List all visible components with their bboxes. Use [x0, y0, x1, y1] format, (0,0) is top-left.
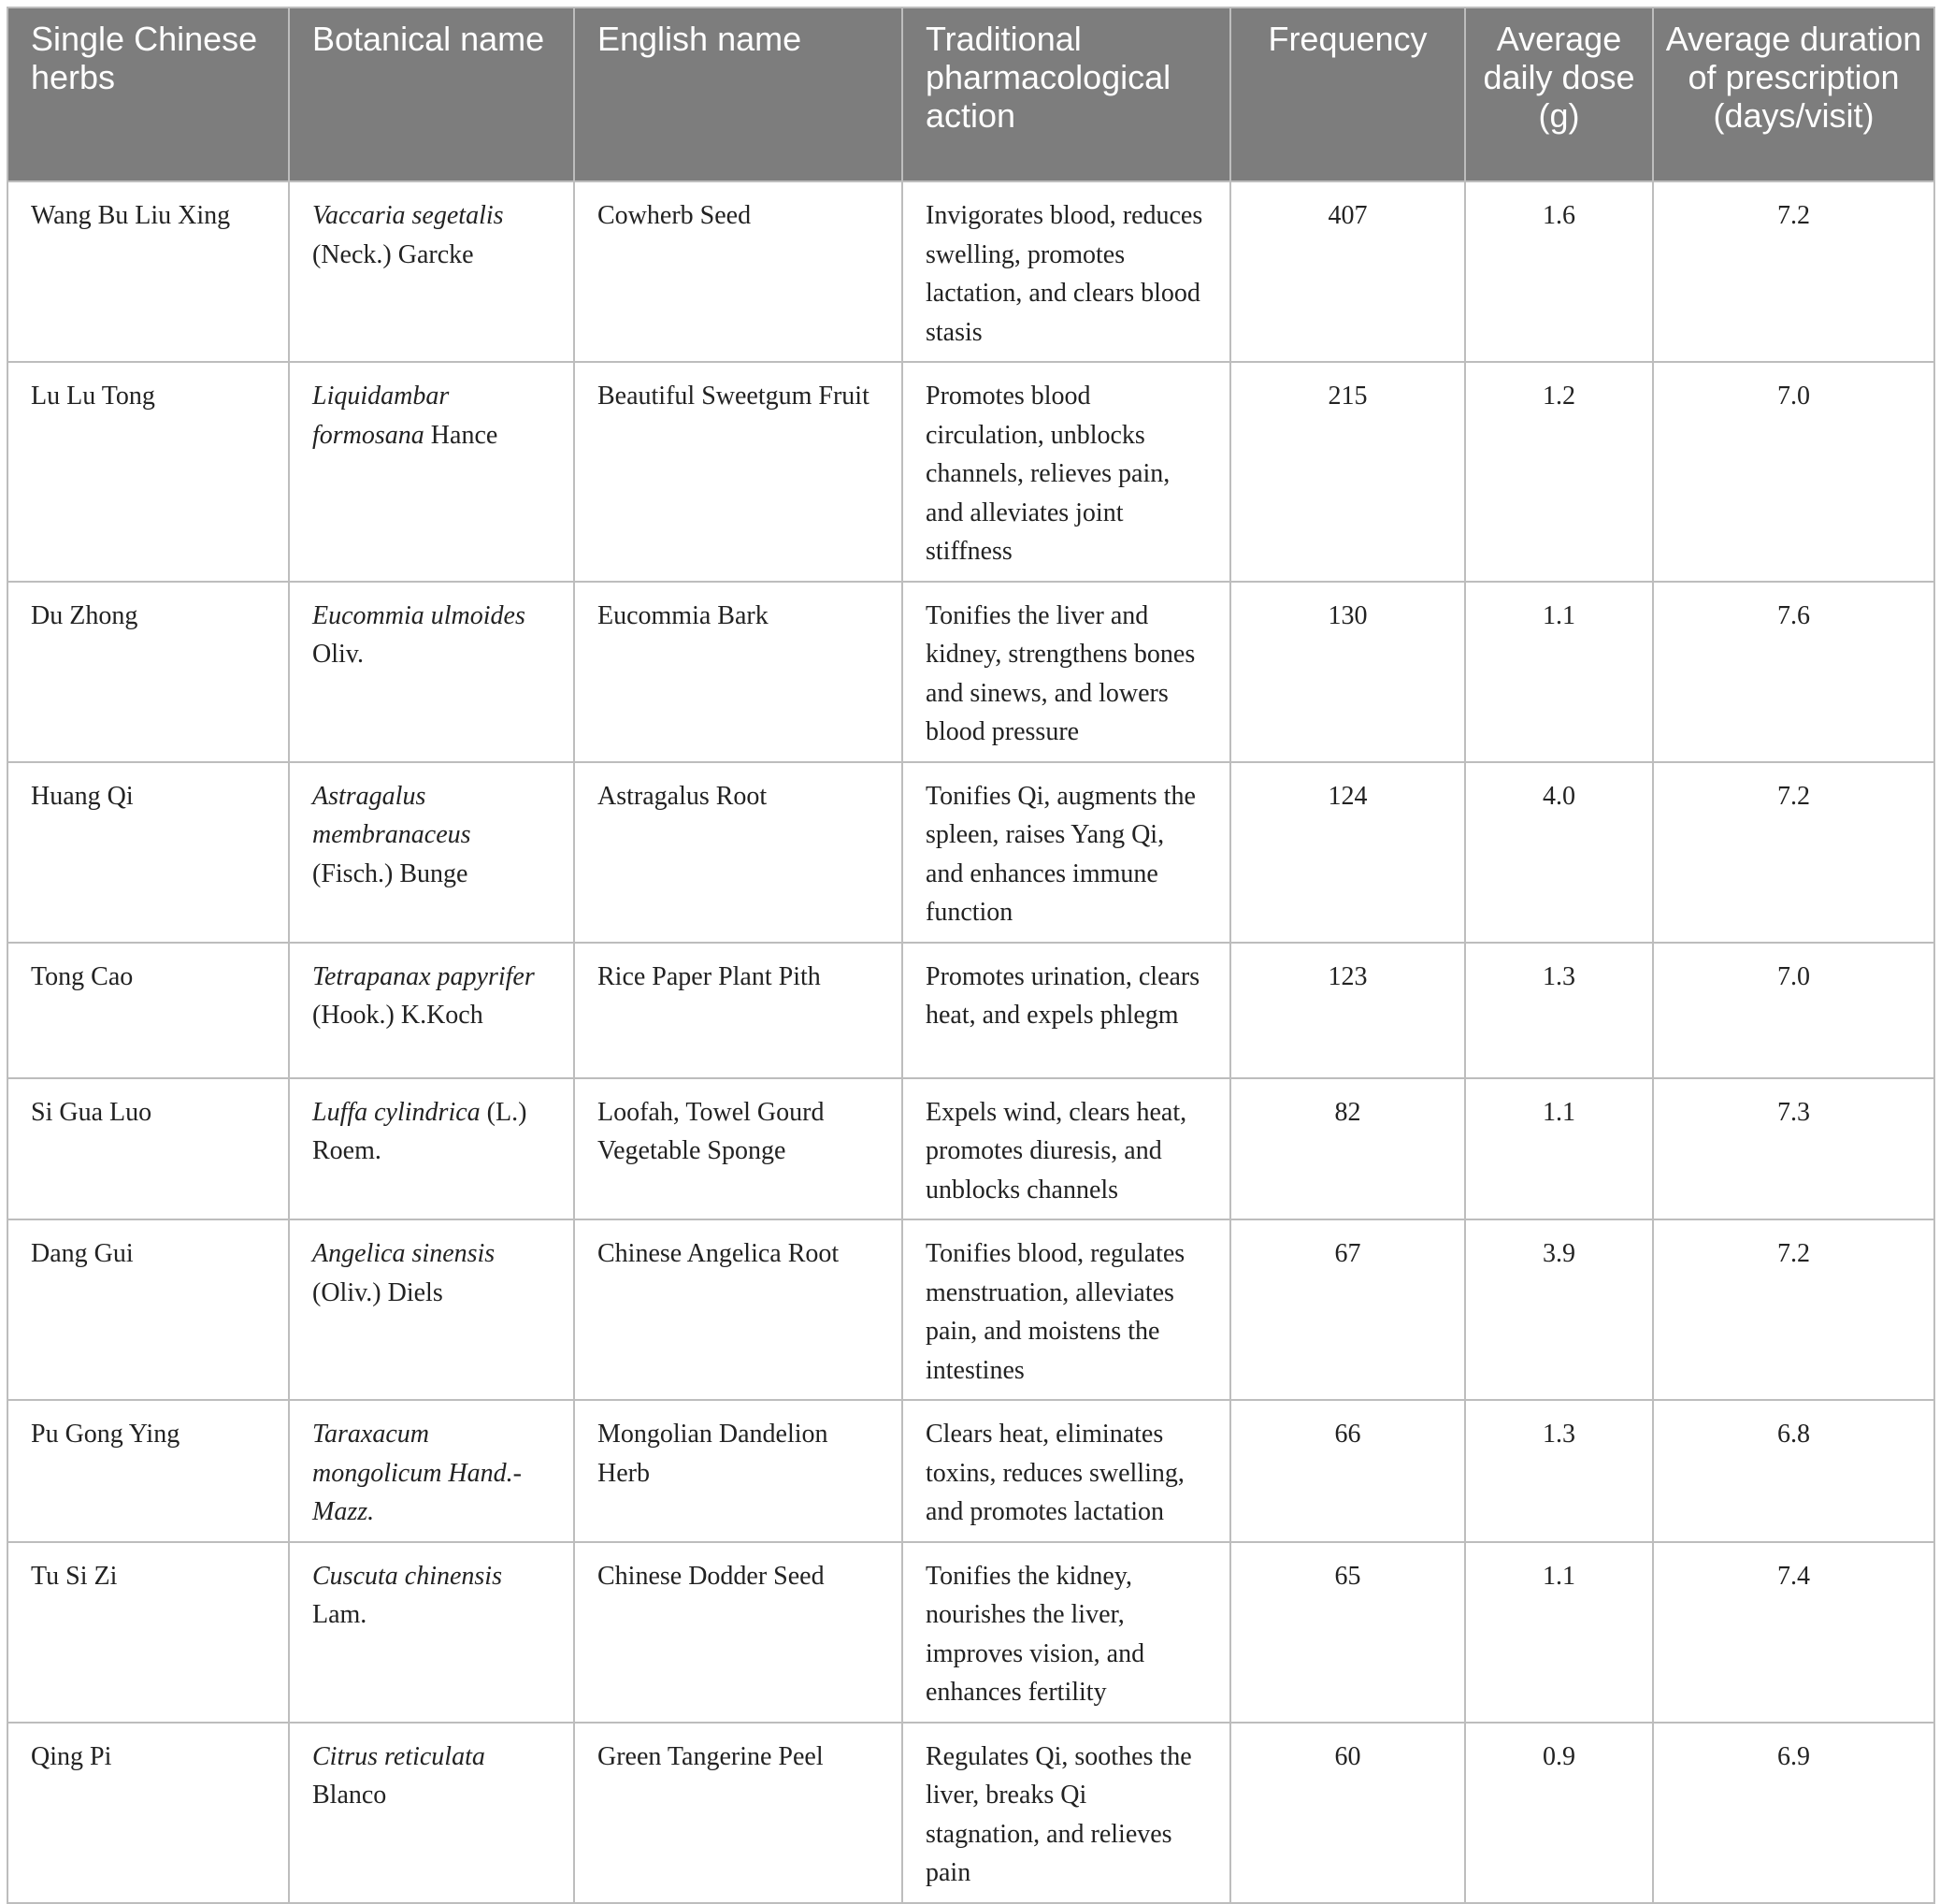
cell-dose: [1465, 1542, 1653, 1723]
botanical-species: Angelica sinensis: [312, 1239, 496, 1268]
cell-frequency: [1230, 181, 1465, 362]
dose-value: 1.1: [1543, 1097, 1575, 1127]
cell-botanical: [289, 181, 574, 362]
english-name: Eucommia Bark: [597, 600, 769, 630]
cell-dose: [1465, 1723, 1653, 1903]
frequency-value: 66: [1334, 1420, 1361, 1449]
cell-herb: [7, 943, 289, 1078]
dose-value: 1.3: [1543, 1420, 1575, 1449]
table-row: [7, 362, 1934, 582]
dose-value: 0.9: [1543, 1741, 1575, 1771]
cell-herb: [7, 1723, 289, 1903]
herb-name: Lu Lu Tong: [31, 382, 155, 411]
cell-herb: [7, 362, 289, 582]
cell-action: [902, 1400, 1230, 1542]
cell-botanical: [289, 1723, 574, 1903]
header-row: [7, 7, 1934, 181]
frequency-value: 82: [1334, 1097, 1361, 1127]
cell-duration: [1653, 1400, 1934, 1542]
header-botanical: Botanical name: [289, 7, 574, 181]
herb-name: Dang Gui: [31, 1239, 134, 1268]
cell-duration: [1653, 362, 1934, 582]
table-row: [7, 762, 1934, 943]
cell-frequency: [1230, 582, 1465, 762]
table-row: [7, 1078, 1934, 1220]
botanical-authority: (Neck.) Garcke: [312, 239, 474, 269]
frequency-value: 407: [1328, 201, 1368, 230]
english-name: Rice Paper Plant Pith: [597, 961, 821, 991]
botanical-species: Citrus reticulata: [312, 1741, 485, 1771]
botanical-species: Cuscuta chinensis: [312, 1561, 502, 1591]
table-body: [7, 181, 1934, 1903]
cell-botanical: [289, 943, 574, 1078]
pharmacological-action: Tonifies blood, regulates menstruation, alleviates pain, and moistens the intestines: [926, 1239, 1186, 1385]
frequency-value: 124: [1328, 781, 1368, 811]
duration-value: 6.8: [1777, 1420, 1810, 1449]
english-name: Mongolian Dandelion Herb: [597, 1420, 828, 1488]
cell-frequency: [1230, 362, 1465, 582]
header-duration: Average duration of prescription (days/visit): [1653, 7, 1934, 181]
herb-table: [7, 7, 1935, 1904]
pharmacological-action: Promotes urination, clears heat, and expels phlegm: [926, 961, 1200, 1030]
table-header: [7, 7, 1934, 181]
cell-english: [574, 582, 902, 762]
cell-herb: [7, 1219, 289, 1400]
english-name: Cowherb Seed: [597, 201, 752, 230]
header-dose: Average daily dose (g): [1465, 7, 1653, 181]
duration-value: 7.2: [1777, 201, 1810, 230]
frequency-value: 123: [1328, 961, 1368, 991]
botanical-authority: (Oliv.) Diels: [312, 1277, 443, 1307]
dose-value: 1.1: [1543, 600, 1575, 630]
cell-herb: [7, 1542, 289, 1723]
dose-value: 1.1: [1543, 1561, 1575, 1591]
herb-name: Tong Cao: [31, 961, 134, 991]
dose-value: 1.6: [1543, 201, 1575, 230]
table-row: [7, 582, 1934, 762]
cell-duration: [1653, 943, 1934, 1078]
cell-dose: [1465, 943, 1653, 1078]
table-row: [7, 1219, 1934, 1400]
header-herb: Single Chinese herbs: [7, 7, 289, 181]
herb-name: Pu Gong Ying: [31, 1420, 180, 1449]
cell-dose: [1465, 1219, 1653, 1400]
pharmacological-action: Clears heat, eliminates toxins, reduces swelling, and promotes lactation: [926, 1420, 1185, 1526]
cell-action: [902, 1723, 1230, 1903]
cell-duration: [1653, 1219, 1934, 1400]
botanical-species: Luffa cylindrica: [312, 1097, 481, 1127]
cell-english: [574, 362, 902, 582]
table-row: [7, 181, 1934, 362]
botanical-authority: Blanco: [312, 1781, 387, 1810]
duration-value: 7.2: [1777, 1239, 1810, 1268]
dose-value: 3.9: [1543, 1239, 1575, 1268]
cell-frequency: [1230, 1400, 1465, 1542]
botanical-species: Astragalus membranaceus: [312, 781, 471, 849]
cell-english: [574, 943, 902, 1078]
english-name: Astragalus Root: [597, 781, 768, 811]
cell-duration: [1653, 1723, 1934, 1903]
botanical-species: Liquidambar formosana: [312, 382, 450, 450]
cell-action: [902, 582, 1230, 762]
cell-english: [574, 1078, 902, 1220]
cell-action: [902, 181, 1230, 362]
cell-frequency: [1230, 943, 1465, 1078]
botanical-authority: (L.) Roem.: [312, 1097, 527, 1165]
botanical-species: Eucommia ulmoides: [312, 600, 525, 630]
english-name: Chinese Angelica Root: [597, 1239, 840, 1268]
cell-action: [902, 943, 1230, 1078]
cell-english: [574, 1542, 902, 1723]
cell-dose: [1465, 762, 1653, 943]
duration-value: 7.4: [1777, 1561, 1810, 1591]
dose-value: 1.2: [1543, 382, 1575, 411]
header-action: Traditional pharmacological action: [902, 7, 1230, 181]
cell-english: [574, 1219, 902, 1400]
cell-botanical: [289, 582, 574, 762]
english-name: Beautiful Sweetgum Fruit: [597, 382, 869, 411]
botanical-authority: (Fisch.) Bunge: [312, 858, 468, 888]
cell-dose: [1465, 181, 1653, 362]
cell-action: [902, 1542, 1230, 1723]
cell-english: [574, 1400, 902, 1542]
cell-frequency: [1230, 762, 1465, 943]
herb-name: Huang Qi: [31, 781, 134, 811]
frequency-value: 60: [1334, 1741, 1361, 1771]
cell-frequency: [1230, 1078, 1465, 1220]
pharmacological-action: Expels wind, clears heat, promotes diuresis, and unblocks channels: [926, 1097, 1187, 1204]
cell-botanical: [289, 362, 574, 582]
cell-frequency: [1230, 1542, 1465, 1723]
english-name: Green Tangerine Peel: [597, 1741, 824, 1771]
cell-herb: [7, 762, 289, 943]
cell-action: [902, 1078, 1230, 1220]
cell-botanical: [289, 1400, 574, 1542]
duration-value: 7.6: [1777, 600, 1810, 630]
table-row: [7, 1542, 1934, 1723]
cell-herb: [7, 181, 289, 362]
cell-english: [574, 181, 902, 362]
cell-dose: [1465, 1400, 1653, 1542]
cell-dose: [1465, 1078, 1653, 1220]
pharmacological-action: Invigorates blood, reduces swelling, promotes lactation, and clears blood stasis: [926, 201, 1203, 347]
table-row: [7, 1723, 1934, 1903]
cell-botanical: [289, 1078, 574, 1220]
cell-duration: [1653, 181, 1934, 362]
herb-name: Si Gua Luo: [31, 1097, 152, 1127]
cell-duration: [1653, 1542, 1934, 1723]
cell-duration: [1653, 762, 1934, 943]
cell-frequency: [1230, 1219, 1465, 1400]
cell-botanical: [289, 762, 574, 943]
cell-duration: [1653, 582, 1934, 762]
cell-herb: [7, 582, 289, 762]
english-name: Chinese Dodder Seed: [597, 1561, 825, 1591]
cell-frequency: [1230, 1723, 1465, 1903]
botanical-species: Vaccaria segetalis: [312, 201, 504, 230]
botanical-authority: Oliv.: [312, 640, 364, 669]
botanical-species: Taraxacum mongolicum Hand.-Mazz.: [312, 1420, 522, 1526]
herb-name: Qing Pi: [31, 1741, 112, 1771]
herb-name: Du Zhong: [31, 600, 138, 630]
cell-action: [902, 762, 1230, 943]
cell-english: [574, 762, 902, 943]
cell-english: [574, 1723, 902, 1903]
herb-name: Tu Si Zi: [31, 1561, 118, 1591]
pharmacological-action: Tonifies the kidney, nourishes the liver, improves vision, and enhances fertility: [926, 1561, 1145, 1707]
cell-botanical: [289, 1219, 574, 1400]
duration-value: 7.0: [1777, 382, 1810, 411]
duration-value: 7.2: [1777, 781, 1810, 811]
duration-value: 6.9: [1777, 1741, 1810, 1771]
cell-herb: [7, 1078, 289, 1220]
herb-name: Wang Bu Liu Xing: [31, 201, 231, 230]
botanical-species: Tetrapanax papyrifer: [312, 961, 535, 991]
cell-action: [902, 1219, 1230, 1400]
frequency-value: 65: [1334, 1561, 1361, 1591]
cell-action: [902, 362, 1230, 582]
dose-value: 4.0: [1543, 781, 1575, 811]
frequency-value: 67: [1334, 1239, 1361, 1268]
header-frequency: Frequency: [1230, 7, 1465, 181]
pharmacological-action: Tonifies Qi, augments the spleen, raises Yang Qi, and enhances immune function: [926, 781, 1196, 927]
cell-duration: [1653, 1078, 1934, 1220]
botanical-authority: (Hook.) K.Koch: [312, 1001, 483, 1030]
duration-value: 7.0: [1777, 961, 1810, 991]
dose-value: 1.3: [1543, 961, 1575, 991]
pharmacological-action: Regulates Qi, soothes the liver, breaks Qi stagnation, and relieves pain: [926, 1741, 1192, 1887]
english-name: Loofah, Towel Gourd Vegetable Sponge: [597, 1097, 825, 1165]
header-english: English name: [574, 7, 902, 181]
pharmacological-action: Promotes blood circulation, unblocks channels, relieves pain, and alleviates joint stiffness: [926, 382, 1171, 566]
frequency-value: 130: [1328, 600, 1368, 630]
duration-value: 7.3: [1777, 1097, 1810, 1127]
cell-botanical: [289, 1542, 574, 1723]
cell-dose: [1465, 362, 1653, 582]
botanical-authority: Hance: [424, 420, 498, 450]
cell-dose: [1465, 582, 1653, 762]
table-row: [7, 943, 1934, 1078]
botanical-authority: Lam.: [312, 1600, 367, 1629]
cell-herb: [7, 1400, 289, 1542]
table-row: [7, 1400, 1934, 1542]
frequency-value: 215: [1328, 382, 1368, 411]
pharmacological-action: Tonifies the liver and kidney, strengthens bones and sinews, and lowers blood pressure: [926, 600, 1196, 746]
